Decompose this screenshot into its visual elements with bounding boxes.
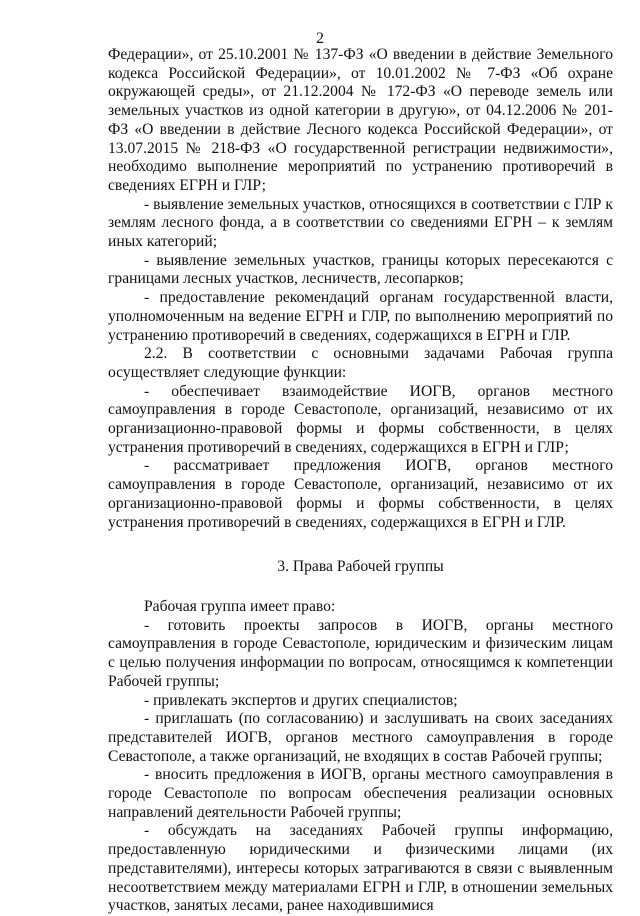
list-item: - рассматривает предложения ИОГВ, органов местного самоуправления в городе Севастополе, организаций, независимо от их организационно-правовой формы и формы собственности, в целях устранения противоречий в сведениях, содержащихся в ЕГРН и ГЛР. <box>108 457 613 531</box>
list-item: - вносить предложения в ИОГВ, органы местного самоуправления в городе Севастополе по вопросам обеспечения реализации основных направлений деятельности Рабочей группы; <box>108 766 613 821</box>
clause-paragraph: 2.2. В соответствии с основными задачами Рабочая группа осуществляет следующие функции: <box>108 345 613 381</box>
list-item: - приглашать (по согласованию) и заслушивать на своих заседаниях представителей ИОГВ, органов местного самоуправления в городе Севастополе, а также организаций, не входящих в состав Рабочей группы; <box>108 710 613 765</box>
document-body <box>108 46 613 916</box>
page-number: 2 <box>316 30 324 47</box>
list-item: - готовить проекты запросов в ИОГВ, органы местного самоуправления в городе Севастополе, юридическим и физическим лицам с целью получения информации по вопросам, относящимся к компетенции Рабочей группы; <box>108 616 613 690</box>
section-heading: 3. Права Рабочей группы <box>277 558 444 576</box>
list-item: - обеспечивает взаимодействие ИОГВ, органов местного самоуправления в городе Севастополе, организаций, независимо от их организационно-правовой формы и формы собственности, в целях устранения противоречий в сведениях, содержащихся в ЕГРН и ГЛР; <box>108 382 613 456</box>
section-intro: Рабочая группа имеет право: <box>144 597 336 615</box>
list-item: - выявление земельных участков, границы которых пересекаются с границами лесных участков, лесничеств, лесопарков; <box>108 251 613 288</box>
paragraph-continuation: Федерации», от 25.10.2001 № 137-ФЗ «О введении в действие Земельного кодекса Российской Федерации», от 10.01.2002 № 7-ФЗ «Об охране окружающей среды», от 21.12.2004 № 172-ФЗ «О переводе земель или земельных участков из одной категории в другую», от 04.12.2006 № 201-ФЗ «О введении в действие Лесного кодекса Российской Федерации», от 13.07.2015 № 218-ФЗ «О государственной регистрации недвижимости», необходимо выполнение мероприятий по устранению противоречий в сведениях ЕГРН и ГЛР; <box>108 46 613 194</box>
list-item: - выявление земельных участков, относящихся в соответствии с ГЛР к землям лесного фонда, а в соответствии со сведениями ЕГРН – к землям иных категорий; <box>108 195 613 251</box>
list-item: - привлекать экспертов и других специалистов; <box>144 691 458 709</box>
list-item: - предоставление рекомендаций органам государственной власти, уполномоченным на ведение ЕГРН и ГЛР, по выполнению мероприятий по устранению противоречий в сведениях, содержащихся в ЕГРН и ГЛР. <box>108 289 613 344</box>
list-item: - обсуждать на заседаниях Рабочей группы информацию, предоставленную юридическими и физическими лицами (их представителями), интересы которых затрагиваются в связи с выявленным несоответствием между материалами ЕГРН и ГЛР, в отношении земельных участков, занятых лесами, ранее находившимися <box>108 822 613 915</box>
